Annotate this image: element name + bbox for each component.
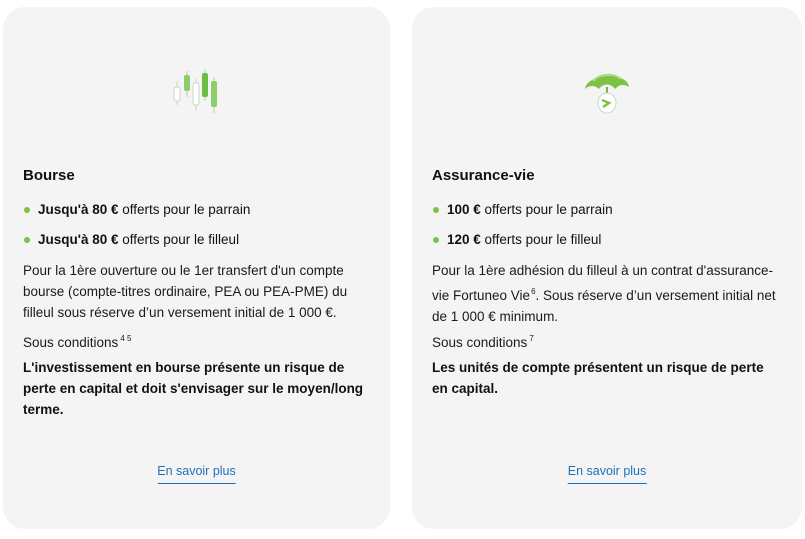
- risk-warning: L'investissement en bourse présente un risque de perte en capital et doit s'envisager sur le moyen/long terme.: [23, 360, 364, 417]
- learn-more-link[interactable]: En savoir plus: [157, 464, 236, 484]
- illustration-area: [3, 67, 390, 131]
- bullet-dot-icon: [433, 237, 439, 243]
- offer-text: offerts pour le parrain: [118, 202, 251, 217]
- assurance-vie-card: [412, 7, 802, 529]
- offer-amount: 120 €: [447, 232, 481, 247]
- bourse-card: [3, 7, 390, 529]
- list-item: [432, 202, 613, 232]
- bullet-dot-icon: [433, 207, 439, 213]
- card-description: [432, 260, 777, 327]
- card-title: Assurance-vie: [432, 167, 535, 184]
- learn-more-link[interactable]: En savoir plus: [568, 464, 647, 484]
- conditions-note: [23, 330, 131, 352]
- offer-text: offerts pour le filleul: [480, 232, 602, 247]
- list-item: [23, 232, 250, 262]
- description-text: Pour la 1ère adhésion du filleul à un contrat d'assurance-vie Fortuneo Vie: [432, 263, 774, 303]
- illustration-area: [412, 67, 802, 131]
- offer-amount: Jusqu'à 80 €: [38, 232, 119, 247]
- candlestick-chart-icon: [167, 67, 227, 117]
- description-text-end: . Sous réserve d’un versement initial net de 1 000 € minimum.: [432, 288, 776, 324]
- offer-amount: 100 €: [447, 202, 481, 217]
- list-item: [23, 202, 250, 232]
- offer-list: [23, 202, 250, 262]
- conditions-note: [432, 330, 534, 352]
- list-item: [432, 232, 613, 262]
- conditions-refs: 4 5: [120, 334, 132, 343]
- description-ref: 6: [531, 287, 536, 296]
- conditions-refs: 7: [529, 334, 534, 343]
- card-title: Bourse: [23, 167, 75, 184]
- offer-text: offerts pour le parrain: [480, 202, 613, 217]
- bullet-dot-icon: [24, 237, 30, 243]
- conditions-label: Sous conditions: [23, 335, 119, 350]
- umbrella-coin-icon: [579, 67, 635, 119]
- offer-list: [432, 202, 613, 262]
- card-description: Pour la 1ère ouverture ou le 1er transfert d'un compte bourse (compte-titres ordinaire, PEA ou PEA-PME) du filleul sous réserve d’un versement initial de 1 000 €.: [23, 263, 348, 320]
- risk-warning: Les unités de compte présentent un risque de perte en capital.: [432, 360, 764, 396]
- conditions-label: Sous conditions: [432, 335, 528, 350]
- bullet-dot-icon: [24, 207, 30, 213]
- offer-text: offerts pour le filleul: [118, 232, 240, 247]
- offer-amount: Jusqu'à 80 €: [38, 202, 119, 217]
